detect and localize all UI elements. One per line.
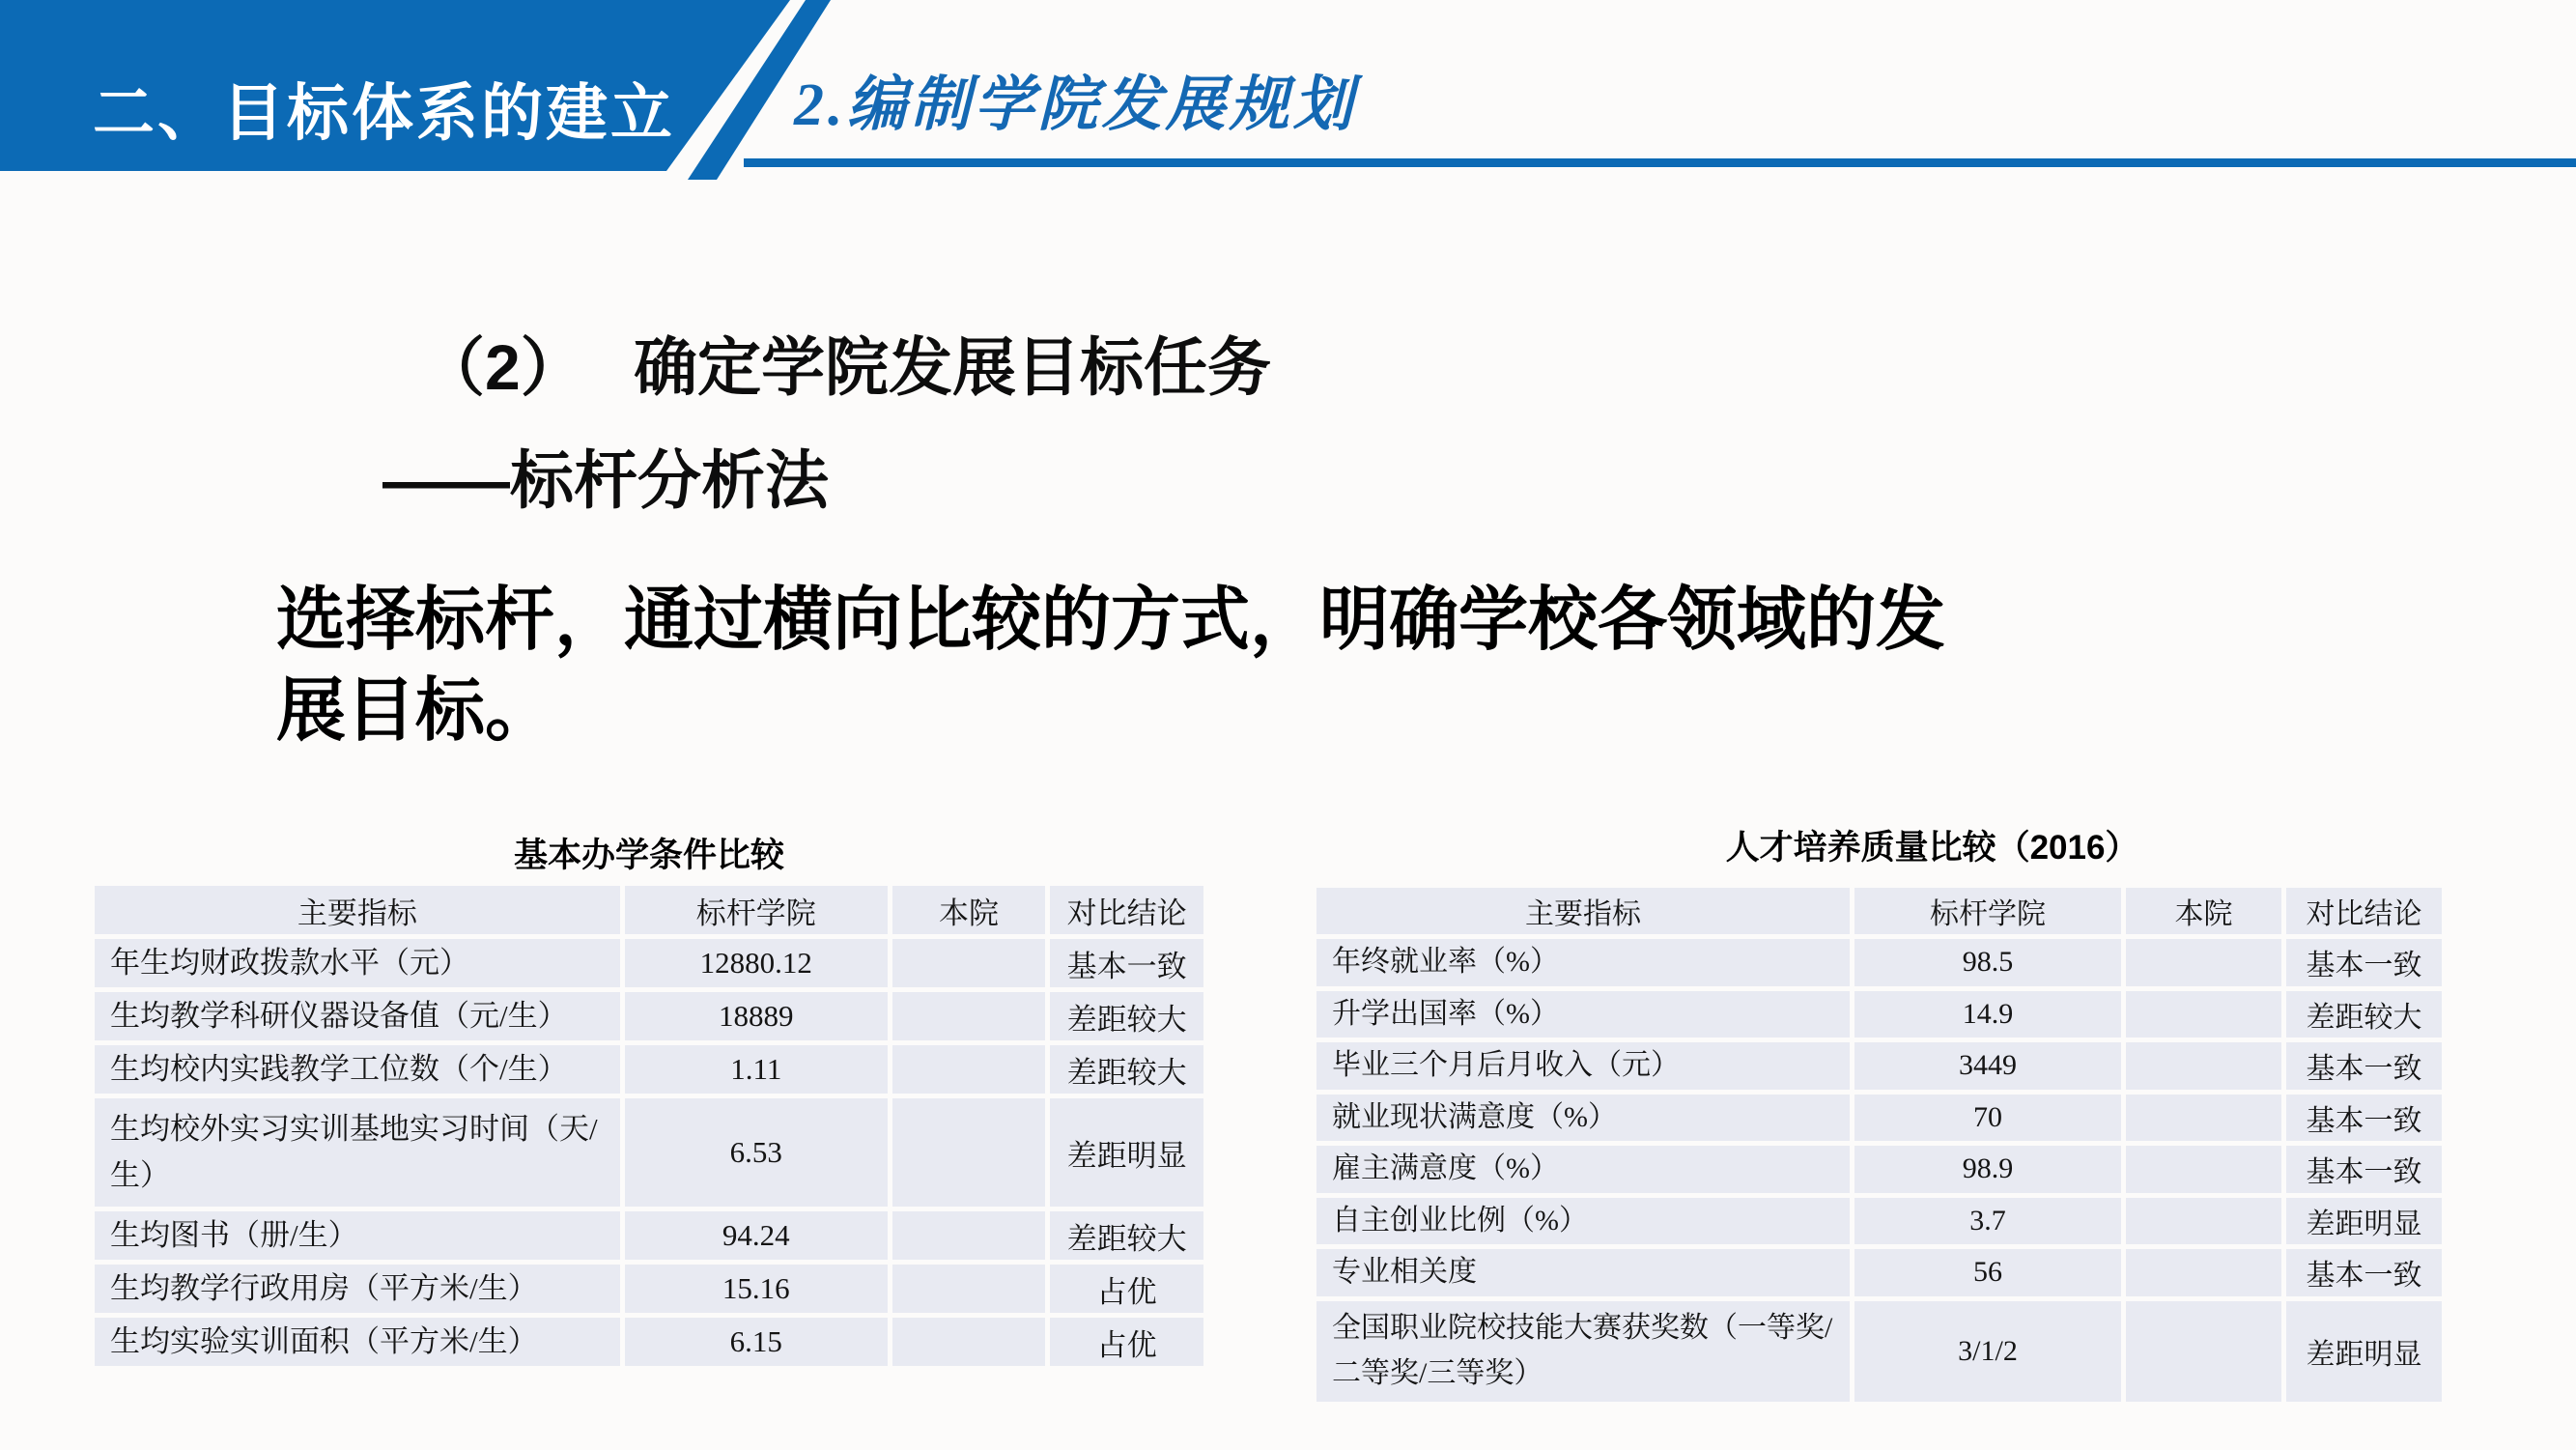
cell-indicator: 自主创业比例（%） [1316,1198,1850,1245]
table-row [1316,1198,2442,1245]
left-table-title: 基本办学条件比较 [513,837,784,874]
cell-conclusion: 差距较大 [1050,1211,1203,1260]
cell-indicator: 生均图书（册/生） [95,1211,620,1260]
cell-benchmark: 98.9 [1854,1146,2121,1193]
cell-indicator: 年终就业率（%） [1316,939,1850,986]
table-row [1316,1042,2442,1090]
header-divider-line [744,158,2576,167]
banner-section-title: 二、目标体系的建立 [93,78,675,148]
cell-benchmark: 3/1/2 [1854,1301,2121,1402]
cell-indicator: 全国职业院校技能大赛获奖数（一等奖/二等奖/三等奖） [1316,1301,1850,1402]
cell-indicator: 生均校外实习实训基地实习时间（天/生） [95,1098,620,1207]
right-table [1312,883,2447,1407]
table-row [95,1045,1203,1094]
cell-benchmark: 3.7 [1854,1198,2121,1245]
cell-conclusion: 差距明显 [2286,1198,2442,1245]
right-table-header-row [1316,888,2442,934]
col-header-conclusion: 对比结论 [2286,888,2442,934]
cell-own [2126,1095,2281,1142]
cell-benchmark: 3449 [1854,1042,2121,1090]
col-header-indicator: 主要指标 [95,886,620,934]
table-row [95,992,1203,1040]
body-paragraph [276,576,1945,756]
cell-indicator: 生均教学科研仪器设备值（元/生） [95,992,620,1040]
table-row [1316,1249,2442,1296]
cell-indicator: 专业相关度 [1316,1249,1850,1296]
cell-conclusion: 差距明显 [2286,1301,2442,1402]
cell-conclusion: 差距明显 [1050,1098,1203,1207]
table-row [1316,939,2442,986]
cell-benchmark: 12880.12 [625,939,888,987]
table-row [95,1318,1203,1366]
col-header-own: 本院 [892,886,1046,934]
table-row [1316,991,2442,1038]
cell-benchmark: 6.53 [625,1098,888,1207]
body-line2: 展目标。 [276,671,555,750]
cell-indicator: 年生均财政拨款水平（元） [95,939,620,987]
heading-line2: ——标杆分析法 [382,444,829,517]
cell-conclusion: 基本一致 [1050,939,1203,987]
table-row [95,1265,1203,1313]
cell-indicator: 毕业三个月后月收入（元） [1316,1042,1850,1090]
cell-indicator: 雇主满意度（%） [1316,1146,1850,1193]
cell-own [892,1318,1046,1366]
col-header-own: 本院 [2126,888,2281,934]
cell-benchmark: 56 [1854,1249,2121,1296]
cell-own [892,1265,1046,1313]
cell-conclusion: 基本一致 [2286,1249,2442,1296]
cell-own [2126,1042,2281,1090]
cell-benchmark: 18889 [625,992,888,1040]
cell-benchmark: 15.16 [625,1265,888,1313]
cell-indicator: 生均实验实训面积（平方米/生） [95,1318,620,1366]
cell-own [892,992,1046,1040]
cell-benchmark: 14.9 [1854,991,2121,1038]
left-table-header-row [95,886,1203,934]
cell-conclusion: 基本一致 [2286,1095,2442,1142]
col-header-benchmark: 标杆学院 [1854,888,2121,934]
cell-conclusion: 基本一致 [2286,1146,2442,1193]
table-row [1316,1301,2442,1402]
col-header-indicator: 主要指标 [1316,888,1850,934]
cell-indicator: 生均教学行政用房（平方米/生） [95,1265,620,1313]
cell-own [2126,1146,2281,1193]
table-row [95,1098,1203,1207]
banner-subtitle: 2.编制学院发展规划 [794,72,1357,138]
right-table-title: 人才培养质量比较（2016） [1725,829,2139,867]
cell-indicator: 生均校内实践教学工位数（个/生） [95,1045,620,1094]
table-row [1316,1146,2442,1193]
cell-conclusion: 差距较大 [2286,991,2442,1038]
cell-conclusion: 差距较大 [1050,1045,1203,1094]
cell-own [2126,1249,2281,1296]
cell-own [892,1211,1046,1260]
cell-own [892,939,1046,987]
cell-conclusion: 基本一致 [2286,1042,2442,1090]
cell-conclusion: 占优 [1050,1265,1203,1313]
cell-indicator: 就业现状满意度（%） [1316,1095,1850,1142]
cell-indicator: 升学出国率（%） [1316,991,1850,1038]
cell-conclusion: 基本一致 [2286,939,2442,986]
table-row [1316,1095,2442,1142]
cell-own [892,1098,1046,1207]
cell-own [2126,939,2281,986]
cell-own [2126,1198,2281,1245]
table-row [95,1211,1203,1260]
cell-benchmark: 98.5 [1854,939,2121,986]
left-table [90,881,1208,1371]
heading-line1: （2） 确定学院发展目标任务 [421,331,1272,403]
cell-benchmark: 6.15 [625,1318,888,1366]
table-row [95,939,1203,987]
col-header-conclusion: 对比结论 [1050,886,1203,934]
cell-conclusion: 差距较大 [1050,992,1203,1040]
body-line1: 选择标杆，通过横向比较的方式，明确学校各领域的发 [276,582,1946,659]
cell-own [892,1045,1046,1094]
section-heading [382,311,1271,538]
cell-own [2126,1301,2281,1402]
cell-conclusion: 占优 [1050,1318,1203,1366]
cell-benchmark: 70 [1854,1095,2121,1142]
cell-benchmark: 1.11 [625,1045,888,1094]
cell-benchmark: 94.24 [625,1211,888,1260]
col-header-benchmark: 标杆学院 [625,886,888,934]
cell-own [2126,991,2281,1038]
